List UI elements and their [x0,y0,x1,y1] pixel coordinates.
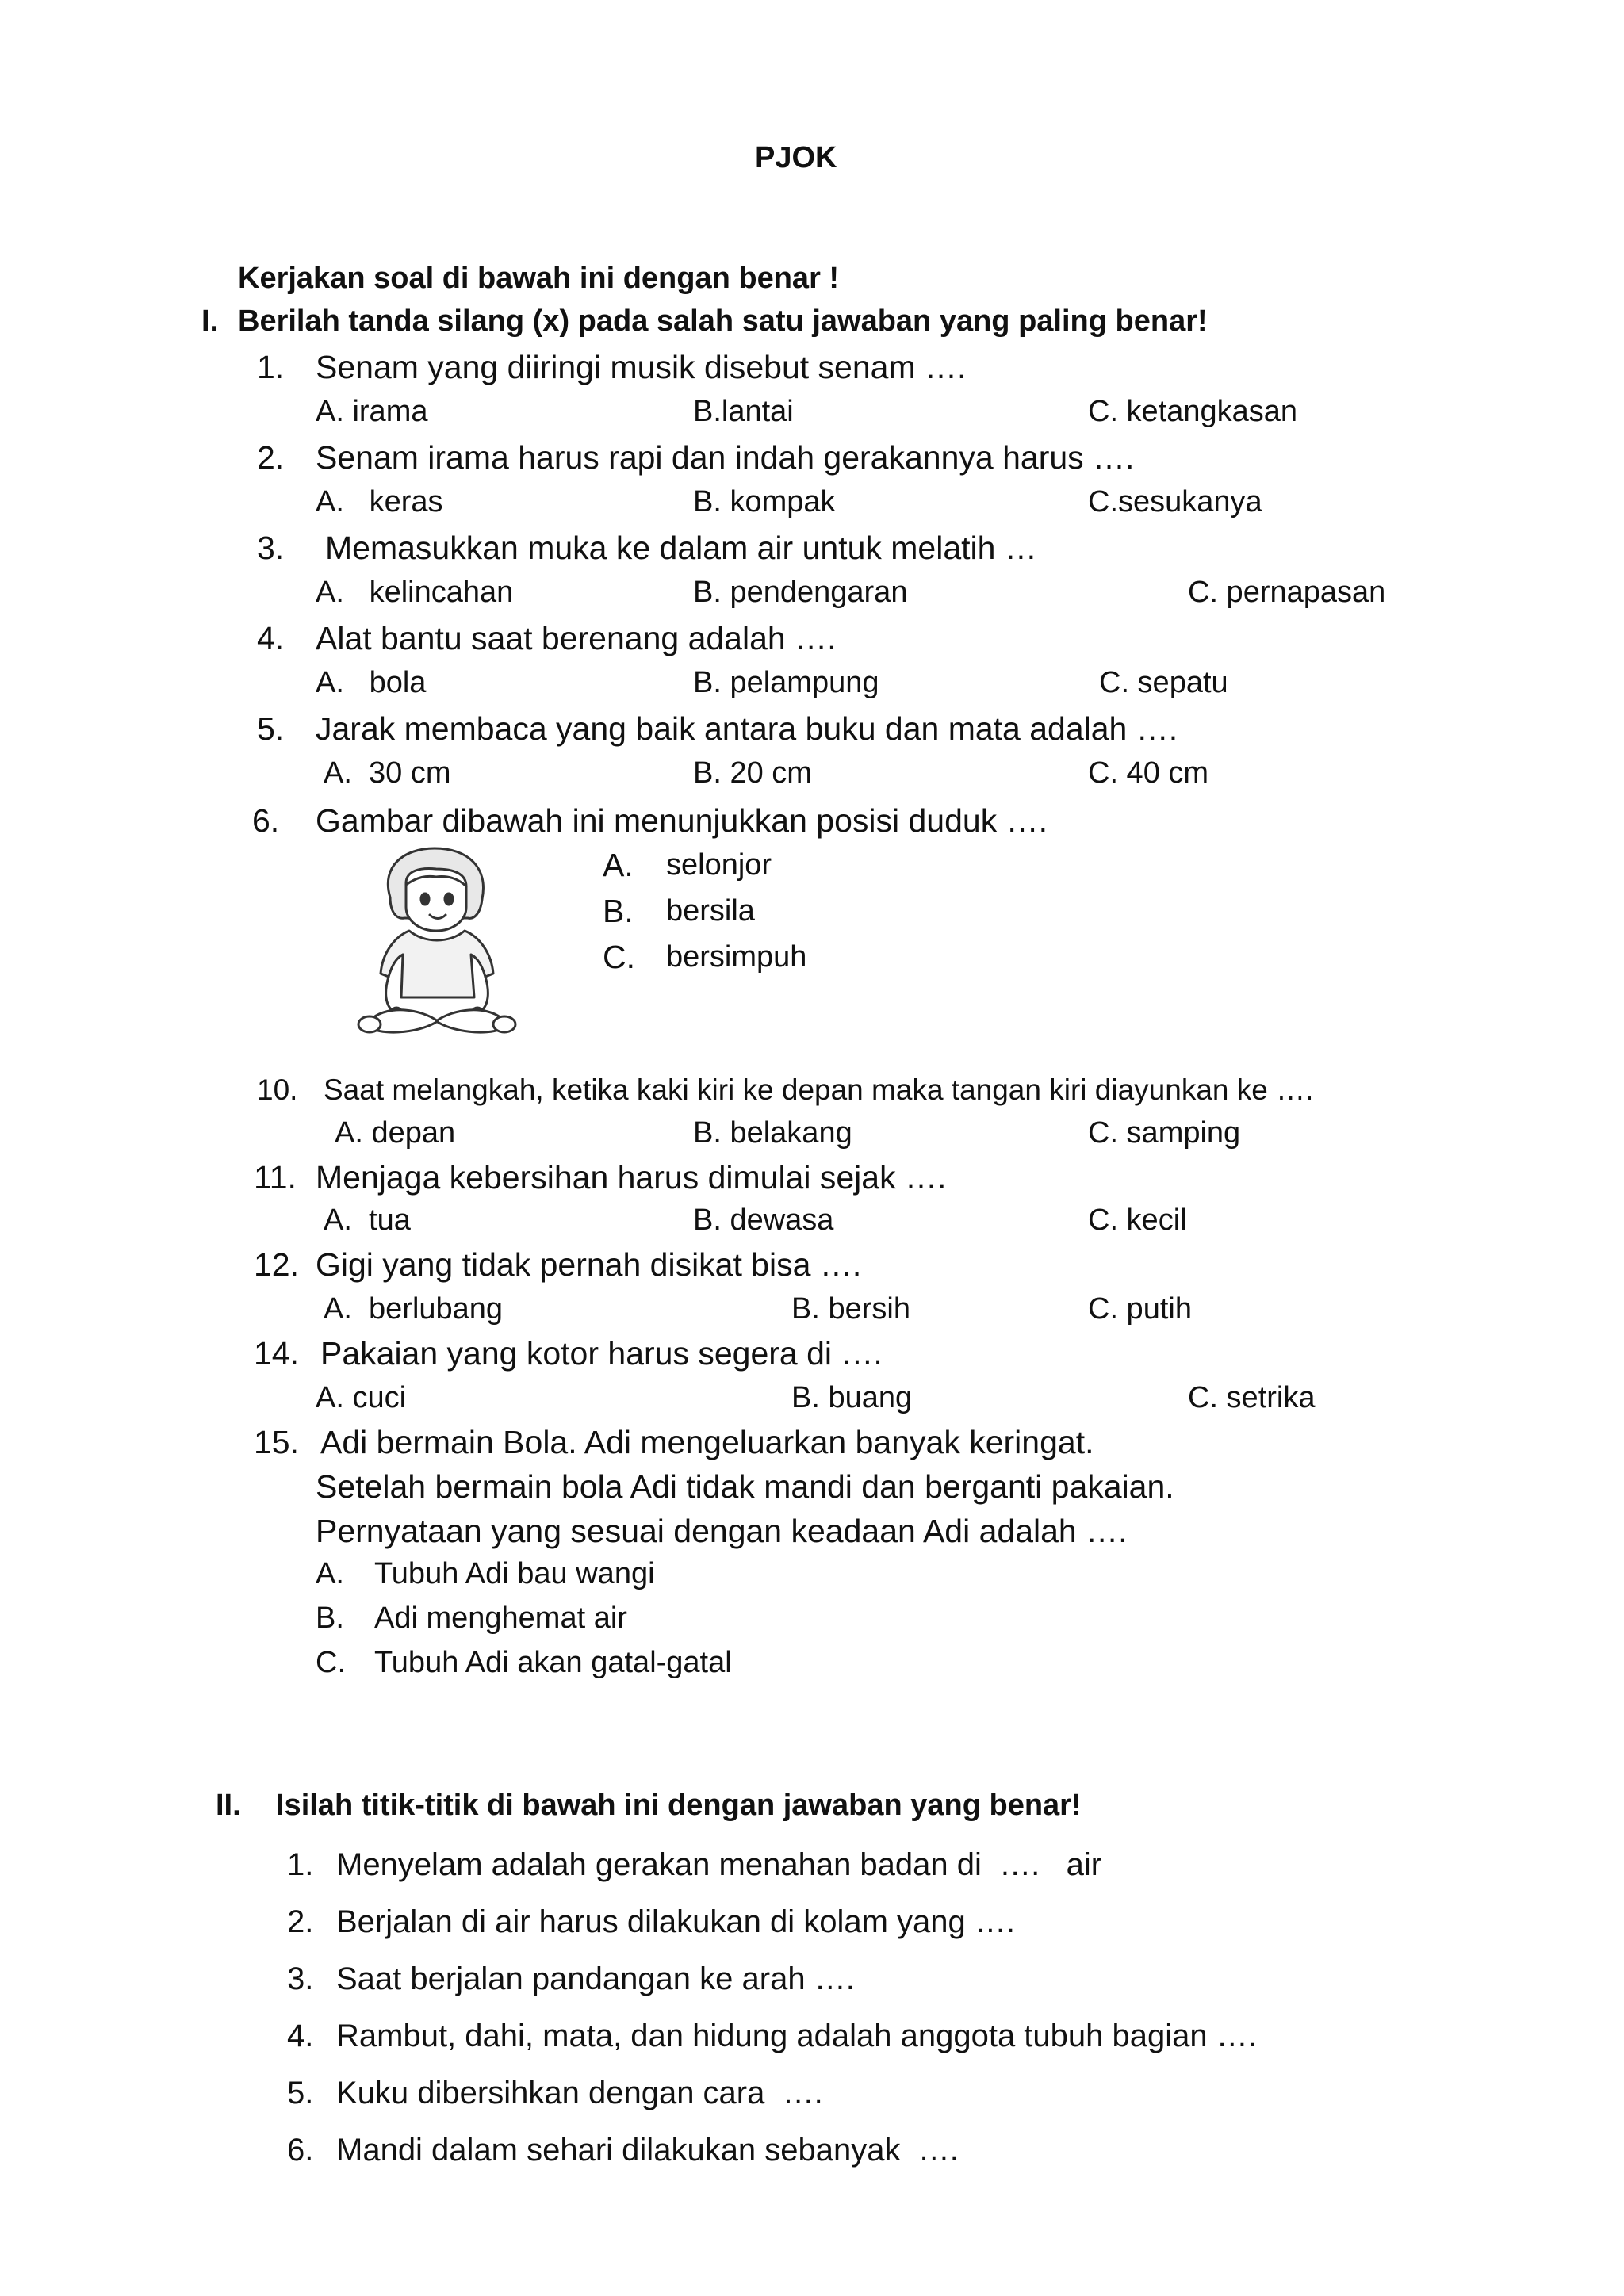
option-b: B. bersih [791,1292,910,1326]
option-c: C. pernapasan [1188,576,1386,609]
fill-item-text: Menyelam adalah gerakan menahan badan di …. air [336,1847,1102,1882]
sitting-child-illustration [341,842,531,1048]
option-letter: C. [316,1646,346,1679]
question-text: Menjaga kebersihan harus dimulai sejak …. [316,1159,947,1196]
question-number: 1. [257,349,285,385]
option-c: C. samping [1088,1116,1241,1150]
option-a: A. depan [335,1116,456,1150]
option-text: Tubuh Adi bau wangi [374,1557,655,1590]
option-text: Tubuh Adi akan gatal-gatal [374,1646,732,1679]
fill-item-number: 4. [287,2019,314,2053]
question-number: 11. [254,1159,297,1196]
fill-item-number: 1. [287,1847,314,1882]
option-a: A. 30 cm [324,756,451,790]
option-b: B. kompak [693,485,836,519]
option-b: B. 20 cm [693,756,812,790]
option-c: C. kecil [1088,1203,1187,1237]
question-text-line: Pernyataan yang sesuai dengan keadaan Adi adalah …. [316,1513,1128,1549]
option-b: B. pendengaran [693,576,908,609]
question-number: 12. [254,1246,299,1283]
option-letter: B. [316,1601,344,1635]
question-number: 14. [254,1335,299,1372]
option-a: A. cuci [316,1381,407,1414]
page-title: PJOK [755,141,837,174]
fill-item-text: Mandi dalam sehari dilakukan sebanyak …. [336,2133,959,2168]
fill-item-text: Rambut, dahi, mata, dan hidung adalah anggota tubuh bagian …. [336,2019,1257,2053]
question-text: Gigi yang tidak pernah disikat bisa …. [316,1246,862,1283]
section1-roman: I. [201,304,219,338]
option-a: A. berlubang [324,1292,504,1326]
option-c: C. ketangkasan [1088,395,1298,428]
fill-item-text: Kuku dibersihkan dengan cara …. [336,2076,823,2110]
question-number: 2. [257,439,285,476]
option-letter: A. [316,1557,344,1590]
question-text-line: Setelah bermain bola Adi tidak mandi dan berganti pakaian. [316,1468,1174,1505]
section2-heading: Isilah titik-titik di bawah ini dengan jawaban yang benar! [276,1789,1082,1822]
question-number: 6. [252,802,280,839]
option-b: B. pelampung [693,666,879,699]
option-b: B. dewasa [693,1203,834,1237]
option-a: A. tua [324,1203,411,1237]
instruction: Kerjakan soal di bawah ini dengan benar ! [238,262,840,295]
fill-item-number: 6. [287,2133,314,2168]
fill-item-text: Saat berjalan pandangan ke arah …. [336,1961,855,1996]
option-a: A. kelincahan [316,576,514,609]
option-b: B. buang [791,1381,913,1414]
option-a: A. bola [316,666,427,699]
option-c: C. setrika [1188,1381,1316,1414]
option-c: C. sepatu [1099,666,1228,699]
question-number: 10. [257,1073,298,1106]
question-text: Pakaian yang kotor harus segera di …. [320,1335,883,1372]
option-text: bersimpuh [666,940,807,974]
question-text: Jarak membaca yang baik antara buku dan mata adalah …. [316,710,1178,747]
option-b: B. belakang [693,1116,852,1150]
question-text: Senam irama harus rapi dan indah gerakannya harus …. [316,439,1135,476]
option-text: Adi menghemat air [374,1601,627,1635]
option-text: bersila [666,894,755,928]
question-number: 15. [254,1424,299,1460]
option-a: A. keras [316,485,443,519]
option-b: B.lantai [693,395,794,428]
question-number: 4. [257,620,285,656]
question-text: Gambar dibawah ini menunjukkan posisi duduk …. [316,802,1048,839]
fill-item-number: 2. [287,1904,314,1939]
question-number: 5. [257,710,285,747]
fill-item-number: 5. [287,2076,314,2110]
option-letter: A. [603,847,634,883]
sitting-child-icon [341,842,531,1048]
option-text: selonjor [666,848,772,882]
question-text: Saat melangkah, ketika kaki kiri ke depan maka tangan kiri diayunkan ke …. [324,1073,1314,1106]
question-text: Senam yang diiringi musik disebut senam …. [316,349,967,385]
question-text: Alat bantu saat berenang adalah …. [316,620,837,656]
option-c: C. 40 cm [1088,756,1209,790]
question-text: Memasukkan muka ke dalam air untuk melatih … [325,530,1037,566]
option-letter: C. [603,939,635,975]
option-letter: B. [603,893,634,929]
section2-roman: II. [216,1789,241,1822]
section1-heading: Berilah tanda silang (x) pada salah satu jawaban yang paling benar! [238,304,1208,338]
option-c: C. putih [1088,1292,1192,1326]
fill-item-text: Berjalan di air harus dilakukan di kolam yang …. [336,1904,1015,1939]
question-number: 3. [257,530,285,566]
option-c: C.sesukanya [1088,485,1262,519]
question-text-line: Adi bermain Bola. Adi mengeluarkan banyak keringat. [320,1424,1094,1460]
option-a: A. irama [316,395,428,428]
fill-item-number: 3. [287,1961,314,1996]
